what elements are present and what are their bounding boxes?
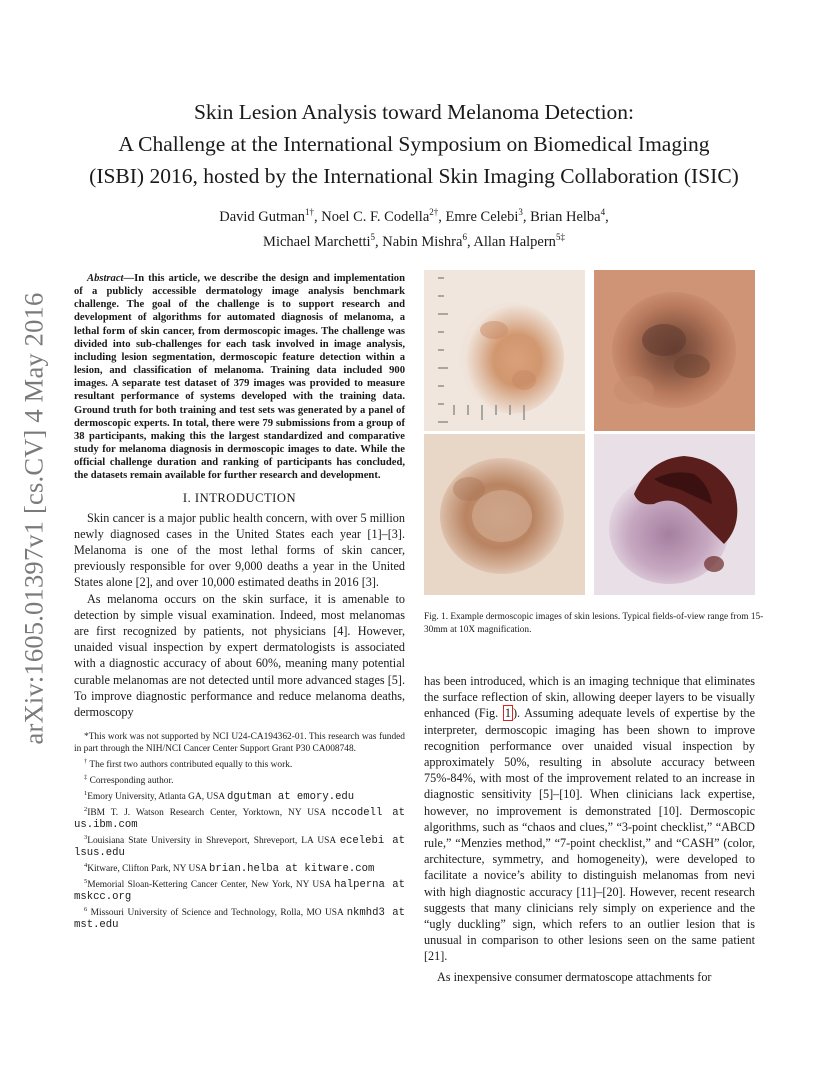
dermoscopic-image-3 (424, 434, 585, 595)
footnote-mark: † (84, 757, 88, 765)
footnote-mark: 6 (84, 905, 88, 913)
right-column (424, 673, 755, 985)
author-affiliation: 1† (305, 207, 315, 217)
intro-paragraph: As inexpensive consumer dermatoscope attachments for (437, 969, 712, 984)
figure-caption: Fig. 1. Example dermoscopic images of skin lesions. Typical fields-of-view range from 15-30mm at 10X magnification. (424, 612, 764, 635)
footnote-mark: 2 (84, 806, 88, 814)
author-name: , Allan Halpern (466, 233, 556, 250)
author-list (60, 202, 768, 252)
author-affiliation: 5‡ (555, 231, 565, 242)
author-name: , Brian Helba (522, 208, 601, 225)
footnote (74, 904, 405, 932)
arxiv-identifier (14, 283, 54, 753)
footnote-text: Emory University, Atlanta GA, USA (87, 792, 227, 803)
footnote (74, 860, 405, 876)
footnote-text: Kitware, Clifton Park, NY USA (87, 864, 210, 875)
abstract-label: Abstract (87, 273, 124, 284)
paragraph-text: ). Assuming adequate levels of expertise by the interpreter, dermoscopic imaging has been shown to improve recognition performance over unaided visual inspection by approximately 50%, resulting in absolute accuracy between 75%-84%, with most of the improvement related to an increase in diagnostic sensitivity [5]–[10]. When clinicians lack expertise, however, no improvement is demonstrated [10]. Dermoscopic algorithms, such as “chaos and clues,” “3-point checklist,” “ABCD rule,” “Menzies method,” “7-point checklist,” and “CASH” (color, architecture, symmetry, and homogeneity), were developed to facilitate a novice’s ability to distinguish melanomas from nevi with high diagnostic accuracy [11]–[20]. However, recent research suggests that many clinicians rely simply on experience and the “ugly duckling” sign, which refers to an outlier lesion that is unusual in comparison to other lesions seen on the same patient [21]. (424, 706, 755, 964)
email-address: brian.helba at kitware.com (209, 863, 375, 876)
footnote-mark: ‡ (84, 773, 88, 781)
footnote: *This work was not supported by NCI U24-CA194362-01. This research was funded in part through the NIH/NCI Cancer Center Support Grant P30 CA008748. (74, 732, 405, 755)
footnote-mark: 5 (84, 877, 88, 885)
footnote-text: Louisiana State University in Shreveport, Shreveport, LA USA (87, 836, 340, 847)
author-name: , Emre Celebi (438, 208, 519, 225)
title-line: A Challenge at the International Symposium on Biomedical Imaging (118, 132, 710, 156)
abstract (74, 272, 405, 483)
intro-paragraph: Skin cancer is a major public health concern, with over 5 million newly diagnosed cases in the United States each year [1]–[3]. Melanoma is one of the most lethal forms of skin cancer, previously responsible for over 9,000 deaths a year in the United States alone [2], and over 10,000 estimated deaths in 2016 [3]. (74, 510, 405, 590)
abstract-text: In this article, we describe the design and implementation of a publicly accessible dermatology image analysis benchmark challenge. The goal of the challenge is to support research and development of algorithms for automated diagnosis of melanoma, a lethal form of skin cancer, from dermoscopic images. The challenge was divided into sub-challenges for each task involved in image analysis, including lesion segmentation, dermoscopic feature detection within a lesion, and classification of melanoma. Training data included 900 images. A separate test dataset of 379 images was provided to measure resultant performance of systems developed with the training data. Ground truth for both training and test sets was generated by a panel of dermoscopic experts. In total, there were 79 submissions from a group of 38 participants, making this the largest standardized and comparative study for melanoma diagnosis in dermoscopic images to date. While the official challenge duration and ranking of participants has concluded, the datasets remain available for further research and development. (74, 273, 405, 482)
email-address: ecelebi at lsus.edu (74, 835, 405, 860)
title-line: Skin Lesion Analysis toward Melanoma Detection: (193, 100, 635, 124)
footnote (74, 804, 405, 832)
footnote-mark: 4 (84, 861, 88, 869)
footnotes (74, 732, 405, 932)
email-address: halperna at mskcc.org (74, 879, 405, 903)
footnote-mark: 3 (84, 833, 88, 841)
author-name: David Gutman (219, 208, 306, 225)
arxiv-identifier-text: arXiv:1605.01397v1 [cs.CV] 4 May 2016 (18, 292, 49, 744)
email-address: dgutman at emory.edu (227, 791, 355, 804)
author-name: , Nabin Mishra (375, 233, 463, 250)
footnote (74, 788, 405, 804)
dermoscopic-image-1 (424, 270, 585, 431)
intro-paragraph: As melanoma occurs on the skin surface, it is amenable to detection by simple visual examination. Indeed, most melanomas are first recognized by patients, not physicians [4]. However, unaided visual inspection by expert dermatologists is associated with a diagnostic accuracy of about 60%, meaning many potential curable melanomas are not detected until more advanced stages [5]. To improve diagnostic performance and reduce melanoma deaths, dermoscopy (74, 591, 405, 719)
author-affiliation: 2† (429, 207, 439, 217)
footnote-text: IBM T. J. Watson Research Center, Yorktown, NY USA (87, 808, 332, 819)
email-address: nccodell at us.ibm.com (74, 807, 405, 832)
author-affiliation: 4 (600, 207, 606, 217)
abstract-dash: — (123, 273, 135, 284)
dermoscopic-image-4 (594, 434, 755, 595)
footnote (74, 756, 405, 772)
footnote (74, 772, 405, 788)
footnote-mark: 1 (84, 790, 88, 798)
figure-dermoscopic-images (424, 270, 755, 595)
author-name: , Noel C. F. Codella (314, 208, 430, 225)
title-line: (ISBI) 2016, hosted by the International Skin Imaging Collaboration (ISIC) (89, 164, 739, 188)
email-address: nkmhd3 at mst.edu (74, 907, 405, 931)
dermoscopic-image-2 (594, 270, 755, 431)
paragraph-text: has been introduced, which is an imaging technique that eliminates the surface reflection of skin, allowing deeper layers to be visually enhanced (Fig. (424, 674, 755, 721)
intro-paragraph (424, 673, 755, 965)
footnote (74, 876, 405, 904)
footnote-text: Memorial Sloan-Kettering Cancer Center, New York, NY USA (87, 880, 335, 891)
footnote-text: Corresponding author. (87, 776, 174, 787)
author-affiliation: 6 (462, 231, 467, 242)
footnote-text: Missouri University of Science and Technology, Rolla, MO USA (87, 908, 347, 919)
left-column (74, 272, 405, 932)
author-affiliation: 5 (370, 231, 376, 242)
figure-reference-link[interactable]: 1 (504, 706, 511, 721)
author-name: Michael Marchetti (263, 233, 371, 250)
author-affiliation: 3 (518, 207, 523, 217)
author-line (60, 202, 768, 227)
author-separator: , (605, 208, 609, 225)
footnote (74, 832, 405, 860)
section-heading: I. INTRODUCTION (182, 490, 297, 505)
footnote-text: The first two authors contributed equally to this work. (87, 760, 293, 771)
author-line (60, 227, 768, 252)
paper-title (60, 96, 768, 192)
